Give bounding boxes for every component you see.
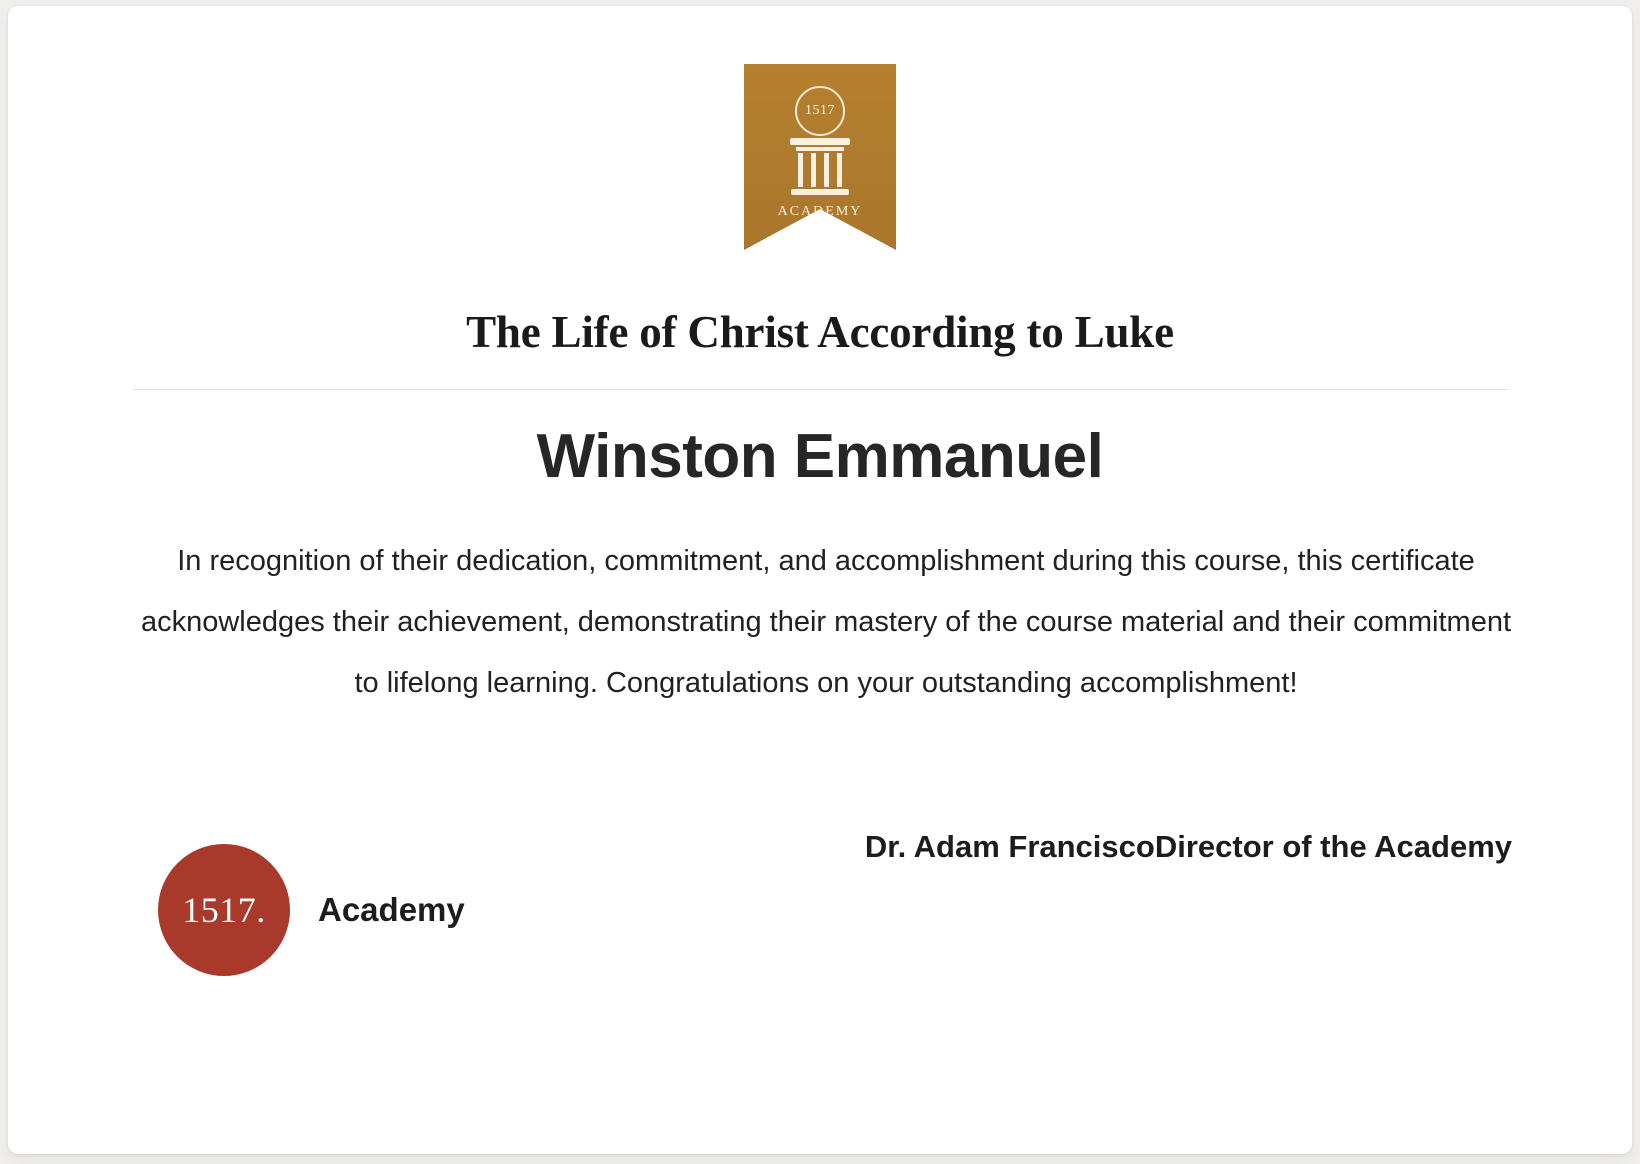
recipient-name: Winston Emmanuel: [536, 422, 1104, 491]
logo-year-circle-icon: [795, 86, 845, 136]
signatory-label: Dr. Adam FranciscoDirector of the Academy: [864, 829, 1512, 864]
certificate-card: [8, 6, 1632, 1154]
banner-word-label: ACADEMY: [777, 204, 863, 219]
seal-text: 1517.: [182, 890, 266, 930]
banner-content: [744, 64, 896, 250]
certificate-footer: [128, 816, 1512, 996]
seal-group: [158, 844, 465, 976]
pillar-neck: [796, 147, 844, 151]
pillar-flute: [837, 153, 842, 187]
logo-year-text: 1517: [805, 103, 835, 118]
pillar-flute: [811, 153, 816, 187]
academy-logo: [744, 64, 896, 250]
pillar-icon: [790, 138, 850, 195]
pillar-flute: [798, 153, 803, 187]
pillar-shaft: [798, 153, 842, 187]
pillar-base: [791, 189, 849, 195]
organization-label: Academy: [318, 891, 465, 928]
course-title: The Life of Christ According to Luke: [466, 307, 1174, 357]
banner-shape: [744, 64, 896, 250]
seal-icon: [158, 844, 290, 976]
title-divider: [133, 389, 1508, 390]
pillar-flute: [824, 153, 829, 187]
certificate-body-text: In recognition of their dedication, commitment, and accomplishment during this course, this certificate acknowledges their achievement, demonstrating their mastery of the course material and their commitment to lifelong learning. Congratulations on your outstanding accomplishment!: [140, 545, 1512, 699]
pillar-cap: [790, 138, 850, 145]
